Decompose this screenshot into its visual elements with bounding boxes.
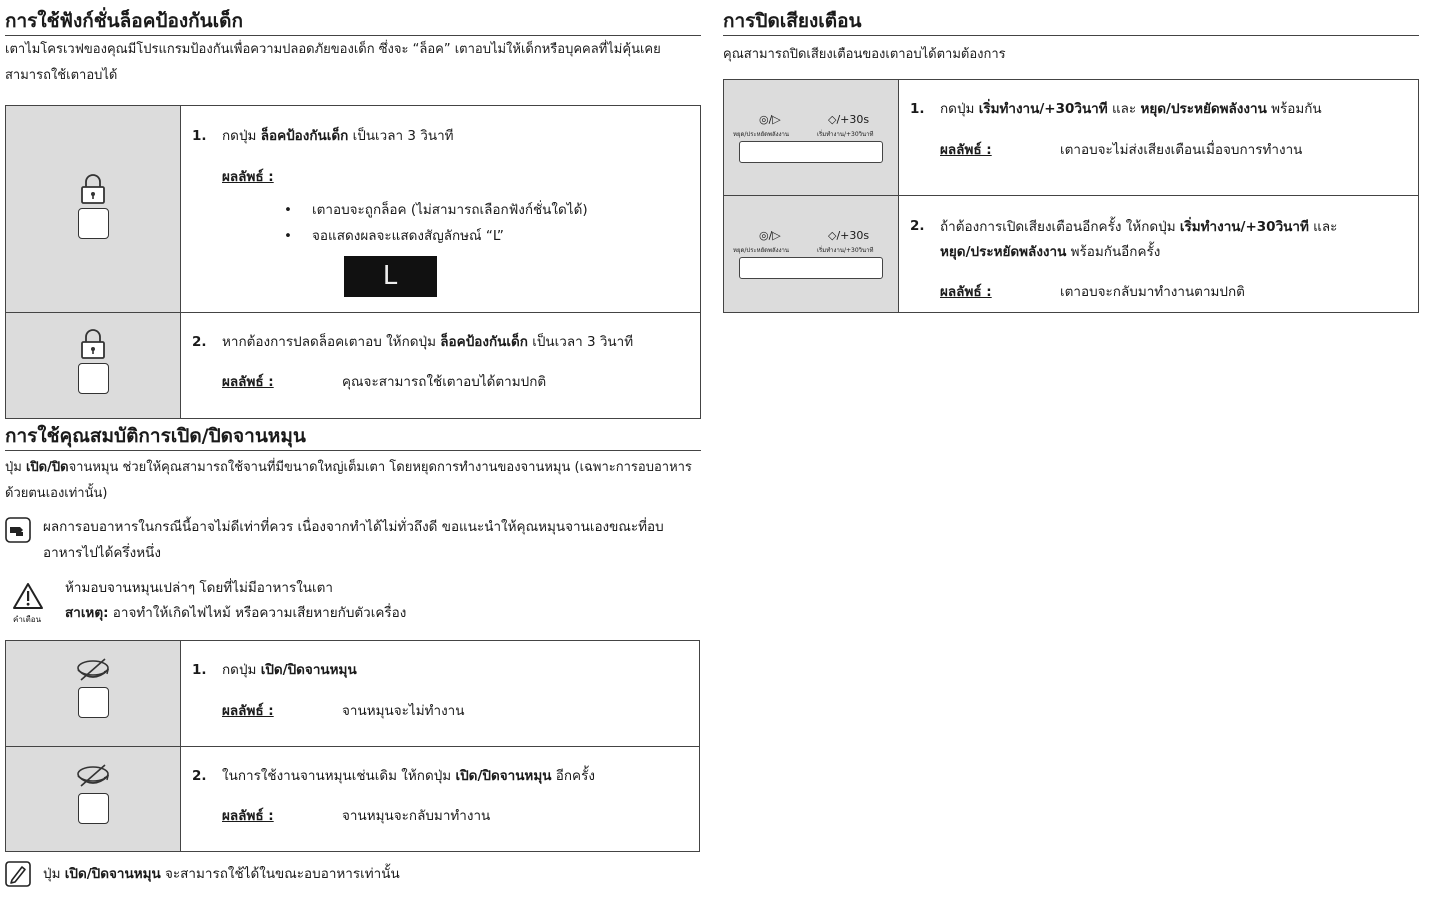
beep-step2-cell xyxy=(899,196,1419,313)
turntable-intro: ปุ่ม เปิด/ปิดจานหมุน ช่วยให้คุณสามารถใช้จานที่มีขนาดใหญ่เต็มเตา โดยหยุดการทำงานของจานหมุน (เฉพาะการอบอาหารด้วยตนเองเท่านั้น) xyxy=(5,460,692,501)
child-lock-intro: เตาไมโครเวฟของคุณมีโปรแกรมป้องกันเพื่อความปลอดภัยของเด็ก ซึ่งจะ “ล็อค” เตาอบไม่ให้เด็กหรือบุคคลที่ไม่คุ้นเคยสามารถใช้เตาอบได้ xyxy=(5,42,661,83)
child-lock-step2-cell xyxy=(181,313,701,419)
result-bullet: • เตาอบจะถูกล็อค (ไม่สามารถเลือกฟังก์ชั่นใดได้) xyxy=(312,199,588,221)
result-label: ผลลัพธ์ : xyxy=(222,703,274,719)
result-value: เตาอบจะกลับมาทำงานตามปกติ xyxy=(1060,284,1245,300)
turntable-step1-cell xyxy=(181,641,700,747)
warning-label: คำเตือน xyxy=(13,615,42,624)
stop-eco-label: หยุด/ประหยัดพลังงาน xyxy=(733,247,789,254)
child-lock-table xyxy=(5,105,701,419)
turntable-off-icon xyxy=(75,658,111,684)
lock-icon xyxy=(80,173,106,205)
beep-heading: การปิดเสียงเตือน xyxy=(723,9,1419,36)
start-30s-icon: ◇/+30s xyxy=(828,229,870,242)
step-number: 1. xyxy=(192,128,207,144)
warning-icon xyxy=(12,582,44,610)
turntable-button[interactable] xyxy=(78,687,109,718)
beep-step1-cell xyxy=(899,80,1419,196)
result-label: ผลลัพธ์ : xyxy=(222,374,274,390)
result-value: จานหมุนจะไม่ทำงาน xyxy=(342,703,465,719)
step-number: 2. xyxy=(192,768,207,784)
turntable-icon-cell xyxy=(6,641,181,747)
control-panel xyxy=(725,229,897,289)
result-value: เตาอบจะไม่ส่งเสียงเตือนเมื่อจบการทำงาน xyxy=(1060,142,1303,158)
turntable-heading: การใช้คุณสมบัติการเปิด/ปิดจานหมุน xyxy=(5,424,701,451)
child-lock-icon-cell xyxy=(6,313,181,419)
step-number: 2. xyxy=(192,334,207,350)
child-lock-button[interactable] xyxy=(78,363,109,394)
stop-eco-icon: ◎/▷ xyxy=(759,229,781,242)
step-text: หากต้องการปลดล็อคเตาอบ ให้กดปุ่ม ล็อคป้องกันเด็ก เป็นเวลา 3 วินาที xyxy=(222,334,634,350)
display-screen: L xyxy=(344,256,437,297)
note-pencil-icon xyxy=(5,861,31,887)
turntable-step2-cell xyxy=(181,747,700,852)
beep-intro: คุณสามารถปิดเสียงเตือนของเตาอบได้ตามต้องการ xyxy=(723,47,1006,62)
warning-cause: สาเหตุ: อาจทำให้เกิดไฟไหม้ หรือความเสียหายกับตัวเครื่อง xyxy=(65,605,407,621)
child-lock-step1-cell xyxy=(181,106,701,313)
start-30s-label: เริ่มทำงาน/+30วินาที xyxy=(817,247,874,254)
step-number: 2. xyxy=(910,218,925,234)
beep-icon-cell xyxy=(724,80,899,196)
lock-icon xyxy=(80,328,106,360)
turntable-note: ผลการอบอาหารในกรณีนี้อาจไม่ดีเท่าที่ควร เนื่องจากทำได้ไม่ทั่วถึงดี ขอแนะนำให้คุณหมุนจานเองขณะที่อบอาหารไปได้ครึ่งหนึ่ง xyxy=(43,519,664,561)
control-display-box xyxy=(739,141,883,163)
beep-icon-cell xyxy=(724,196,899,313)
turntable-table xyxy=(5,640,700,852)
step-text: กดปุ่ม เปิด/ปิดจานหมุน xyxy=(222,662,357,678)
stop-eco-icon: ◎/▷ xyxy=(759,113,781,126)
start-30s-icon: ◇/+30s xyxy=(828,113,870,126)
warning-line1: ห้ามอบจานหมุนเปล่าๆ โดยที่ไม่มีอาหารในเตา xyxy=(65,580,333,596)
result-value: จานหมุนจะกลับมาทำงาน xyxy=(342,808,491,824)
child-lock-button[interactable] xyxy=(78,208,109,239)
step-number: 1. xyxy=(192,662,207,678)
step-text: ถ้าต้องการเปิดเสียงเตือนอีกครั้ง ให้กดปุ่ม เริ่มทำงาน/+30วินาที และ หยุด/ประหยัดพลังงาน พร้อมกันอีกครั้ง xyxy=(940,219,1338,260)
step-number: 1. xyxy=(910,101,925,117)
note-hand-icon xyxy=(5,517,31,543)
result-label: ผลลัพธ์ : xyxy=(940,142,992,158)
turntable-footer-note: ปุ่ม เปิด/ปิดจานหมุน จะสามารถใช้ได้ในขณะอบอาหารเท่านั้น xyxy=(43,866,400,882)
result-bullet: • จอแสดงผลจะแสดงสัญลักษณ์ “L” xyxy=(312,225,504,247)
control-panel xyxy=(725,113,897,173)
result-value: คุณจะสามารถใช้เตาอบได้ตามปกติ xyxy=(342,374,547,390)
step-text: ในการใช้งานจานหมุนเช่นเดิม ให้กดปุ่ม เปิด/ปิดจานหมุน อีกครั้ง xyxy=(222,768,595,784)
result-label: ผลลัพธ์ : xyxy=(940,284,992,300)
step-text: กดปุ่ม ล็อคป้องกันเด็ก เป็นเวลา 3 วินาที xyxy=(222,128,454,144)
result-label: ผลลัพธ์ : xyxy=(222,169,274,185)
beep-table xyxy=(723,79,1419,313)
turntable-off-icon xyxy=(75,764,111,790)
child-lock-heading: การใช้ฟังก์ชั่นล็อคป้องกันเด็ก xyxy=(5,9,701,36)
turntable-button[interactable] xyxy=(78,793,109,824)
turntable-icon-cell xyxy=(6,747,181,852)
stop-eco-label: หยุด/ประหยัดพลังงาน xyxy=(733,131,789,138)
child-lock-icon-cell xyxy=(6,106,181,313)
start-30s-label: เริ่มทำงาน/+30วินาที xyxy=(817,131,874,138)
control-display-box xyxy=(739,257,883,279)
step-text: กดปุ่ม เริ่มทำงาน/+30วินาที และ หยุด/ประหยัดพลังงาน พร้อมกัน xyxy=(940,101,1322,117)
result-label: ผลลัพธ์ : xyxy=(222,808,274,824)
